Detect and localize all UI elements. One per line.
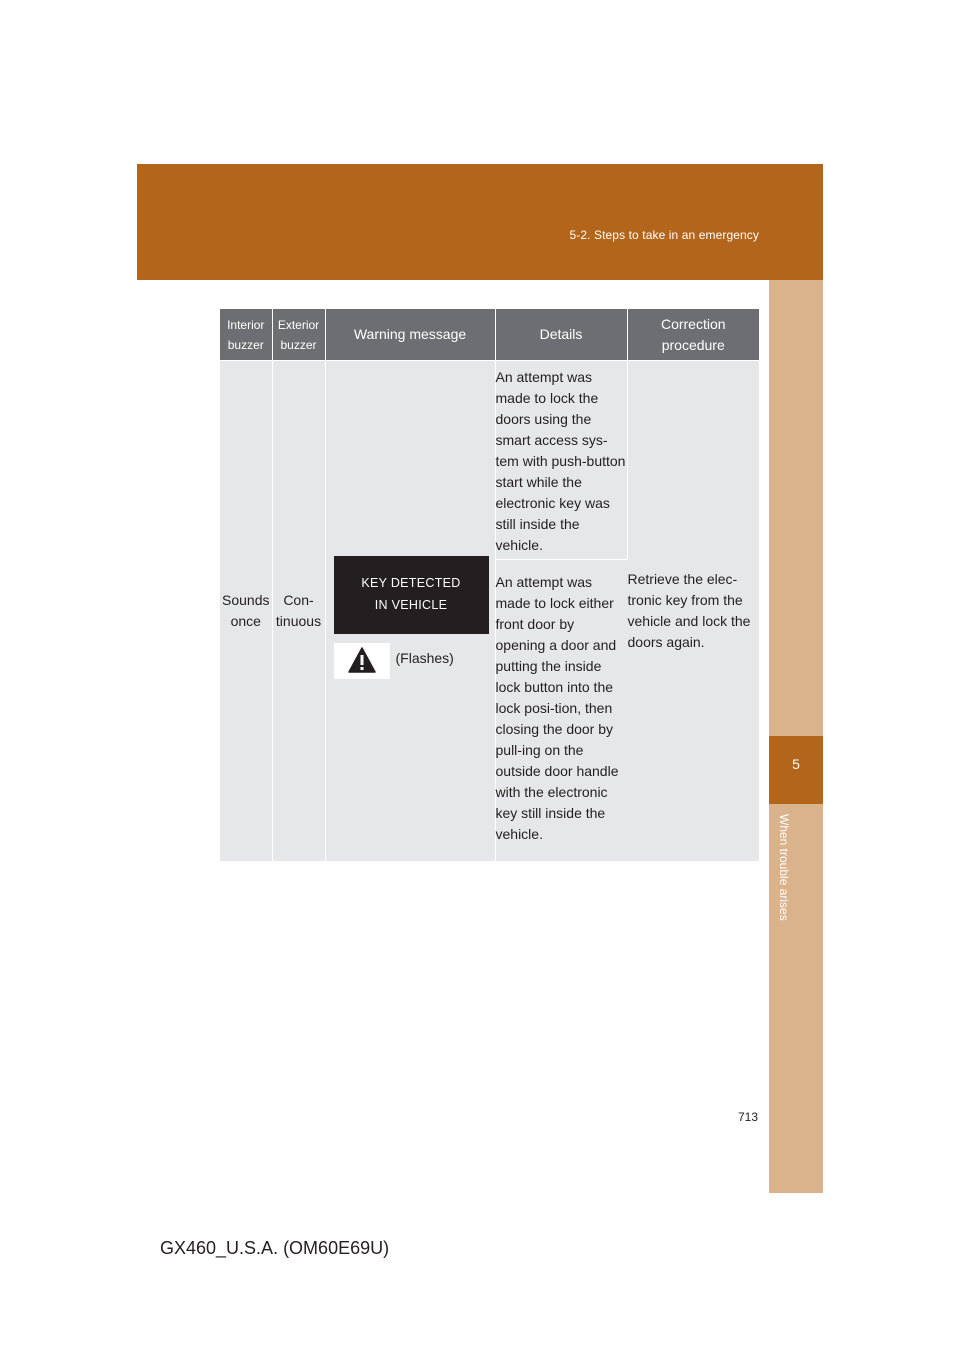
details-cell-1: An attempt was made to lock the doors using the smart access sys-tem with push-button start while the electronic key was still inside the vehicle. [495, 361, 627, 560]
correction-cell: Retrieve the elec-tronic key from the vehicle and lock the doors again. [627, 361, 759, 861]
warning-message-cell [325, 361, 495, 861]
header-interior-buzzer: Interior buzzer [220, 309, 272, 361]
display-line-1: KEY DETECTED [361, 576, 461, 590]
section-header-band [137, 164, 823, 280]
interior-buzzer-cell: Sounds once [220, 361, 272, 861]
footer-document-code: GX460_U.S.A. (OM60E69U) [160, 1238, 390, 1258]
chapter-number: 5 [792, 756, 800, 772]
warning-triangle-icon [334, 643, 390, 679]
warning-table [220, 309, 759, 861]
page-number: 713 [738, 1110, 759, 1124]
table-header-row [220, 309, 759, 361]
key-detected-display [334, 556, 489, 634]
section-title: 5-2. Steps to take in an emergency [569, 228, 759, 242]
flashes-note: (Flashes) [395, 650, 454, 666]
header-warning-message: Warning message [325, 309, 495, 361]
table-row [220, 361, 759, 560]
header-exterior-buzzer: Exterior buzzer [272, 309, 325, 361]
header-correction-procedure: Correction procedure [627, 309, 759, 361]
exterior-buzzer-cell: Con-tinuous [272, 361, 325, 861]
chapter-tab [769, 736, 823, 804]
chapter-label: When trouble arises [777, 814, 791, 921]
details-cell-2: An attempt was made to lock either front door by opening a door and putting the inside lock button into the lock posi-tion, then closing the door by pull-ing on the outside door handle with the electronic key still inside the vehicle. [495, 560, 627, 861]
display-line-2: IN VEHICLE [374, 598, 448, 612]
header-details: Details [495, 309, 627, 361]
